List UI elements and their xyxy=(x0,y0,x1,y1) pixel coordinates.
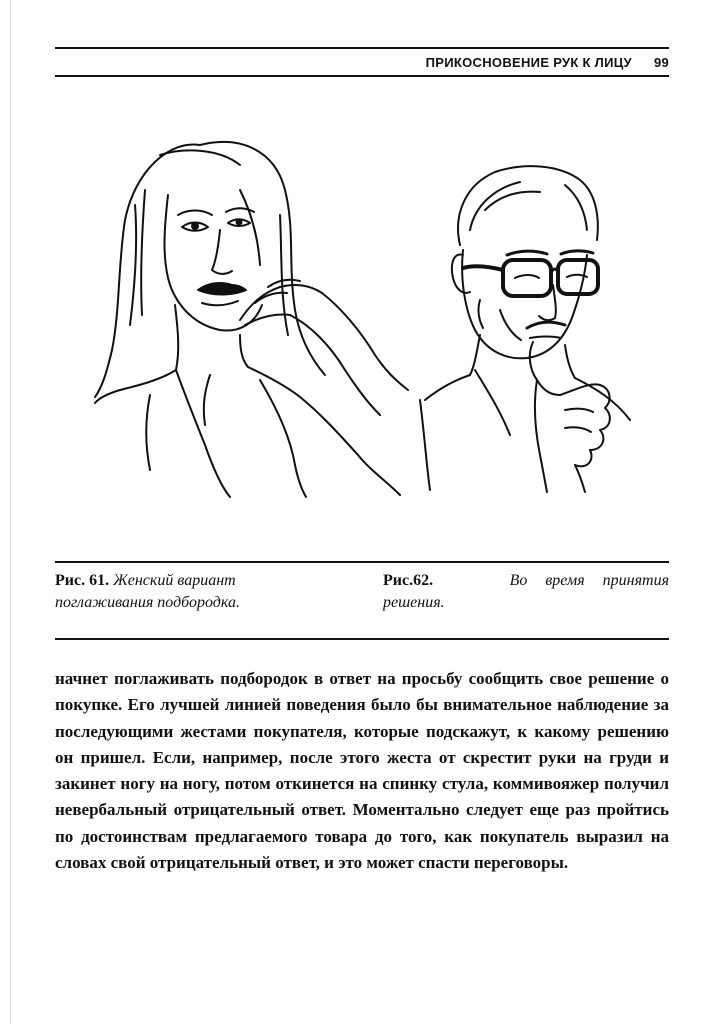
hair xyxy=(458,166,598,245)
collar xyxy=(425,375,470,400)
figure-62-label: Рис.62. xyxy=(383,572,434,589)
hair xyxy=(95,144,200,397)
figure-62-caption-line2: решения. xyxy=(383,594,445,611)
page-edge xyxy=(10,0,11,1024)
glasses-left-lens xyxy=(503,260,551,296)
figure-61-label: Рис. 61. xyxy=(55,572,110,589)
figure-61-illustration xyxy=(90,135,410,500)
caption-top-rule xyxy=(55,561,669,563)
header-bottom-rule xyxy=(55,75,669,77)
collar xyxy=(95,370,176,403)
figure-61-caption-line1: Женский вариант xyxy=(113,572,236,589)
neck xyxy=(175,305,178,370)
caption-bottom-rule xyxy=(55,638,669,640)
body-paragraph: начнет поглаживать подбородок в ответ на просьбу сообщить свое решение о покупке. Его лучшей линией поведения было бы внимательное наблюдение за последующими жестами покупателя, которые подскажут, к какому решению он пришел. Если, например, после этого жеста от скрестит руки на груди и закинет ногу на ногу, потом откинется на спинку стула, коммивояжер получил невербальный отрицательный ответ. Моментально следует еще раз пройтись по достоинствам предлагаемого товара до того, как покупатель выразил на словах свой отрицательный ответ, и это может спасти переговоры. xyxy=(55,669,669,873)
lips xyxy=(198,283,246,295)
figure-62-caption-line1: Во время принятия xyxy=(509,572,669,589)
figure-62-caption xyxy=(383,570,669,614)
ear xyxy=(452,255,470,293)
mustache xyxy=(527,322,565,328)
body-text xyxy=(55,666,669,876)
running-title: ПРИКОСНОВЕНИЕ РУК К ЛИЦУ xyxy=(425,55,632,70)
glasses-right-lens xyxy=(558,260,598,294)
running-header xyxy=(55,55,669,75)
header-top-rule xyxy=(55,47,669,49)
hand xyxy=(530,342,560,395)
figure-61-caption xyxy=(55,570,355,614)
figure-62-illustration xyxy=(415,160,645,495)
page-number: 99 xyxy=(653,55,669,70)
figure-61-caption-line2: поглаживания подбородка. xyxy=(55,594,240,611)
